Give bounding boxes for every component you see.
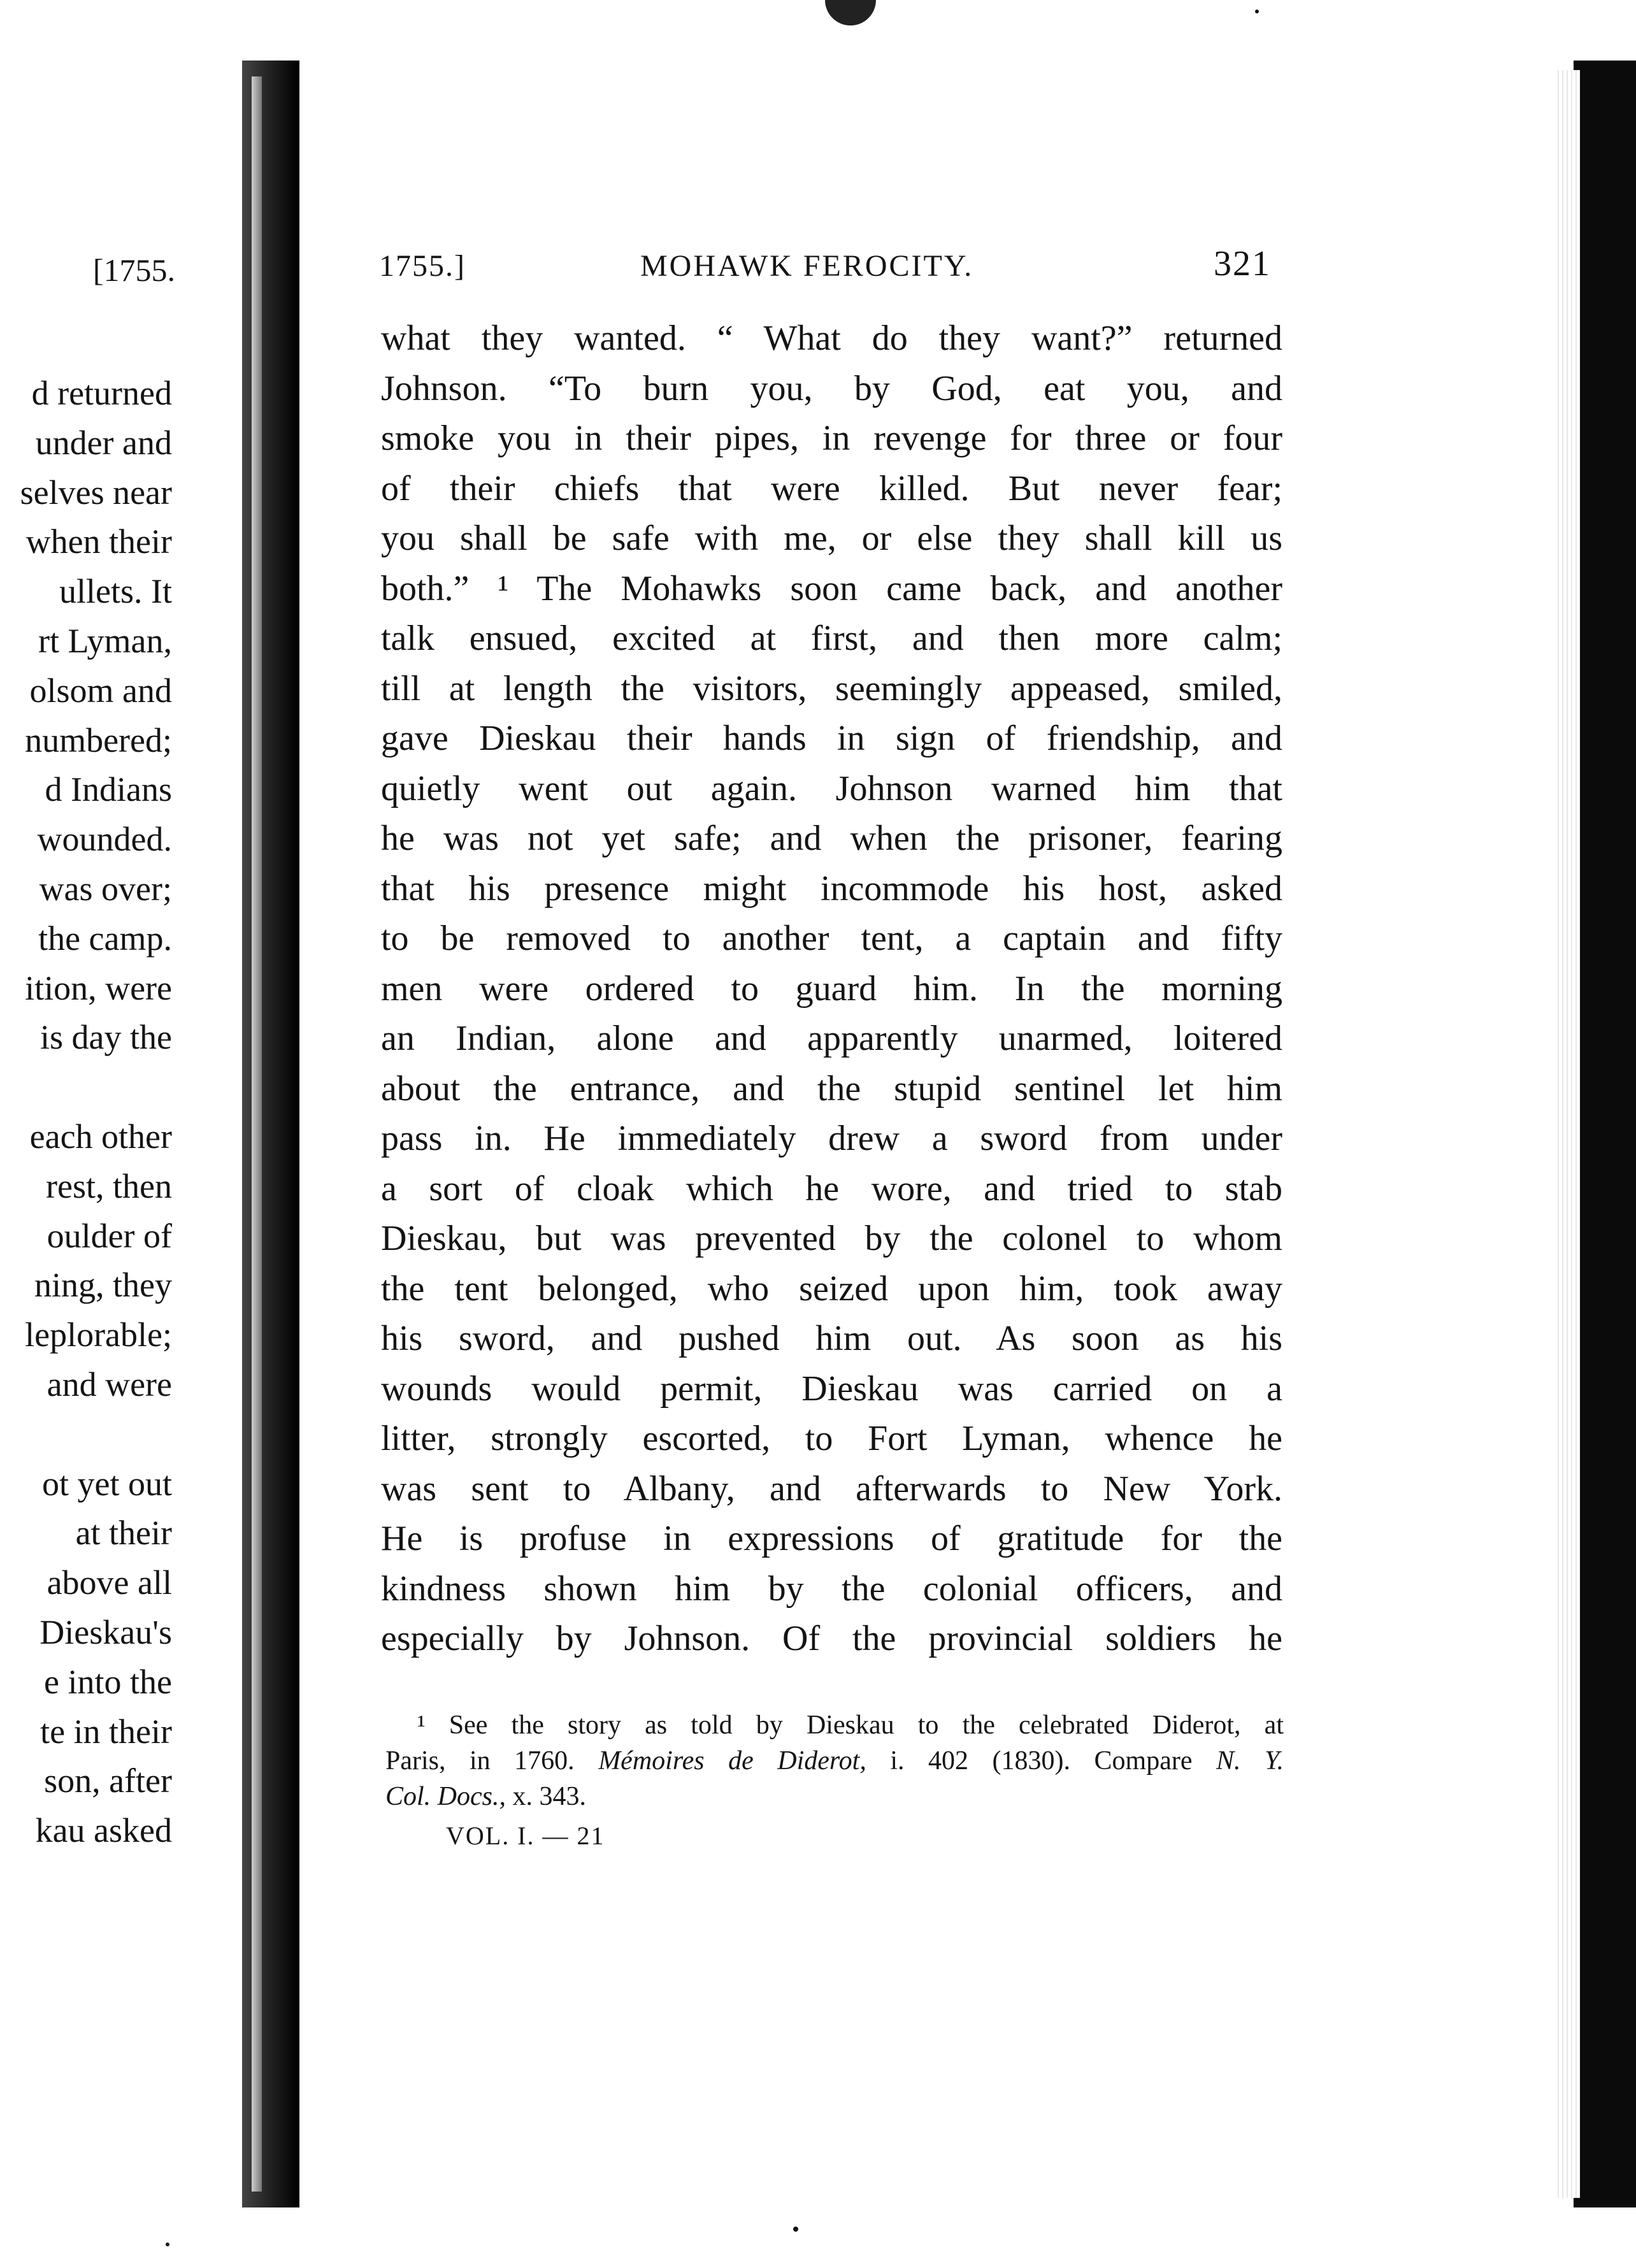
footnote-text: x. 343. bbox=[506, 1782, 586, 1811]
left-page-line: numbered; bbox=[25, 721, 172, 759]
left-page-line: each other bbox=[29, 1117, 172, 1156]
left-page-line: and were bbox=[47, 1365, 172, 1403]
footnote-citation-title: Col. Docs., bbox=[385, 1782, 506, 1811]
left-page-line: te in their bbox=[40, 1712, 172, 1751]
body-line: gave Dieskau their hands in sign of friendship, and bbox=[381, 719, 1282, 758]
page-edge-strip bbox=[252, 76, 262, 2192]
body-line: about the entrance, and the stupid sentinel let him bbox=[381, 1068, 1282, 1109]
scan-speck bbox=[793, 2227, 798, 2232]
left-page-line: Dieskau's bbox=[39, 1613, 172, 1651]
left-page-line: above all bbox=[47, 1563, 172, 1602]
left-page-line: when their bbox=[25, 522, 172, 561]
left-page-text bbox=[0, 61, 242, 2207]
body-line: the tent belonged, who seized upon him, took away bbox=[381, 1268, 1282, 1309]
body-line: wounds would permit, Dieskau was carried on a bbox=[381, 1368, 1282, 1409]
body-line: both.” ¹ The Mohawks soon came back, and another bbox=[381, 568, 1282, 608]
scan-speck bbox=[166, 2243, 169, 2246]
left-page-line: under and bbox=[35, 423, 172, 462]
footnote-text: i. 402 (1830). Compare bbox=[866, 1746, 1216, 1776]
running-head-year: 1755.] bbox=[379, 249, 466, 283]
body-line: He is profuse in expressions of gratitude for the bbox=[381, 1519, 1282, 1558]
left-page-line: kau asked bbox=[35, 1811, 172, 1850]
body-text bbox=[381, 313, 1282, 1664]
body-line: pass in. He immediately drew a sword from under bbox=[381, 1119, 1282, 1158]
body-line: of their chiefs that were killed. But never fear; bbox=[381, 468, 1282, 508]
left-page-line: rest, then bbox=[46, 1166, 172, 1205]
body-line: was sent to Albany, and afterwards to New York. bbox=[381, 1468, 1282, 1509]
body-line: litter, strongly escorted, to Fort Lyman, whence he bbox=[381, 1419, 1282, 1458]
left-page-line: ning, they bbox=[34, 1266, 172, 1305]
body-line: a sort of cloak which he wore, and tried to stab bbox=[381, 1168, 1282, 1209]
body-line: smoke you in their pipes, in revenge for three or four bbox=[381, 419, 1282, 458]
body-line: till at length the visitors, seemingly appeased, smiled, bbox=[381, 668, 1282, 708]
left-page-line: leplorable; bbox=[25, 1316, 172, 1354]
scan-speck bbox=[1255, 10, 1259, 13]
left-page-line: olsom and bbox=[29, 671, 172, 710]
left-page-line: e into the bbox=[44, 1662, 172, 1701]
left-page-line: ot yet out bbox=[42, 1464, 172, 1503]
footnote-line-3 bbox=[385, 1779, 1284, 1814]
body-line: that his presence might incommode his host, asked bbox=[381, 868, 1282, 908]
left-page-line: was over; bbox=[39, 870, 172, 908]
running-head-title: MOHAWK FEROCITY. bbox=[640, 249, 974, 283]
footnote bbox=[385, 1707, 1284, 1814]
body-line: Johnson. “To burn you, by God, eat you, and bbox=[381, 368, 1282, 408]
running-head bbox=[379, 244, 1271, 287]
footnote-citation-title: Mémoires de Diderot, bbox=[598, 1746, 866, 1776]
body-line: talk ensued, excited at first, and then more calm; bbox=[381, 619, 1282, 658]
body-line: quietly went out again. Johnson warned him that bbox=[381, 768, 1282, 808]
left-page-line: is day the bbox=[40, 1018, 172, 1057]
body-line: what they wanted. “ What do they want?” returned bbox=[381, 319, 1282, 358]
signature-mark: VOL. I. — 21 bbox=[446, 1821, 605, 1850]
body-line: Dieskau, but was prevented by the colonel to whom bbox=[381, 1219, 1282, 1258]
left-page-line: oulder of bbox=[47, 1216, 172, 1255]
body-line: an Indian, alone and apparently unarmed, loitered bbox=[381, 1019, 1282, 1058]
left-page-line: wounded. bbox=[37, 820, 172, 859]
scan-bottom-margin bbox=[0, 2207, 1636, 2268]
body-line: men were ordered to guard him. In the morning bbox=[381, 968, 1282, 1008]
left-running-head: [1755. bbox=[92, 252, 175, 288]
footnote-line-1: ¹ See the story as told by Dieskau to the celebrated Diderot, at bbox=[417, 1711, 1284, 1740]
book-gutter-shadow bbox=[242, 61, 299, 2207]
left-page-line: son, after bbox=[44, 1762, 172, 1800]
body-line: especially by Johnson. Of the provincial soldiers he bbox=[381, 1619, 1282, 1658]
page-edges bbox=[1554, 70, 1580, 2198]
left-facing-page bbox=[0, 61, 242, 2207]
left-page-line: selves near bbox=[20, 473, 172, 512]
scan-top-margin bbox=[0, 0, 1636, 61]
left-page-line: ullets. It bbox=[59, 572, 172, 611]
body-line: to be removed to another tent, a captain and fifty bbox=[381, 919, 1282, 958]
body-line: he was not yet safe; and when the prisoner, fearing bbox=[381, 819, 1282, 858]
left-page-line: ition, were bbox=[25, 968, 172, 1007]
footnote-line-2 bbox=[385, 1743, 1284, 1779]
left-page-line: rt Lyman, bbox=[38, 622, 172, 660]
left-page-line: d returned bbox=[31, 374, 172, 412]
page-number: 321 bbox=[1214, 244, 1271, 284]
footnote-text: Paris, in 1760. bbox=[385, 1746, 599, 1776]
left-page-line: at their bbox=[75, 1514, 172, 1553]
left-page-line: the camp. bbox=[38, 919, 172, 958]
body-line: kindness shown him by the colonial officers, and bbox=[381, 1568, 1282, 1609]
left-page-line: d Indians bbox=[45, 770, 172, 809]
footnote-citation-title: N. Y. bbox=[1216, 1746, 1284, 1776]
body-line: his sword, and pushed him out. As soon as his bbox=[381, 1319, 1282, 1358]
body-line: you shall be safe with me, or else they shall kill us bbox=[381, 519, 1282, 558]
